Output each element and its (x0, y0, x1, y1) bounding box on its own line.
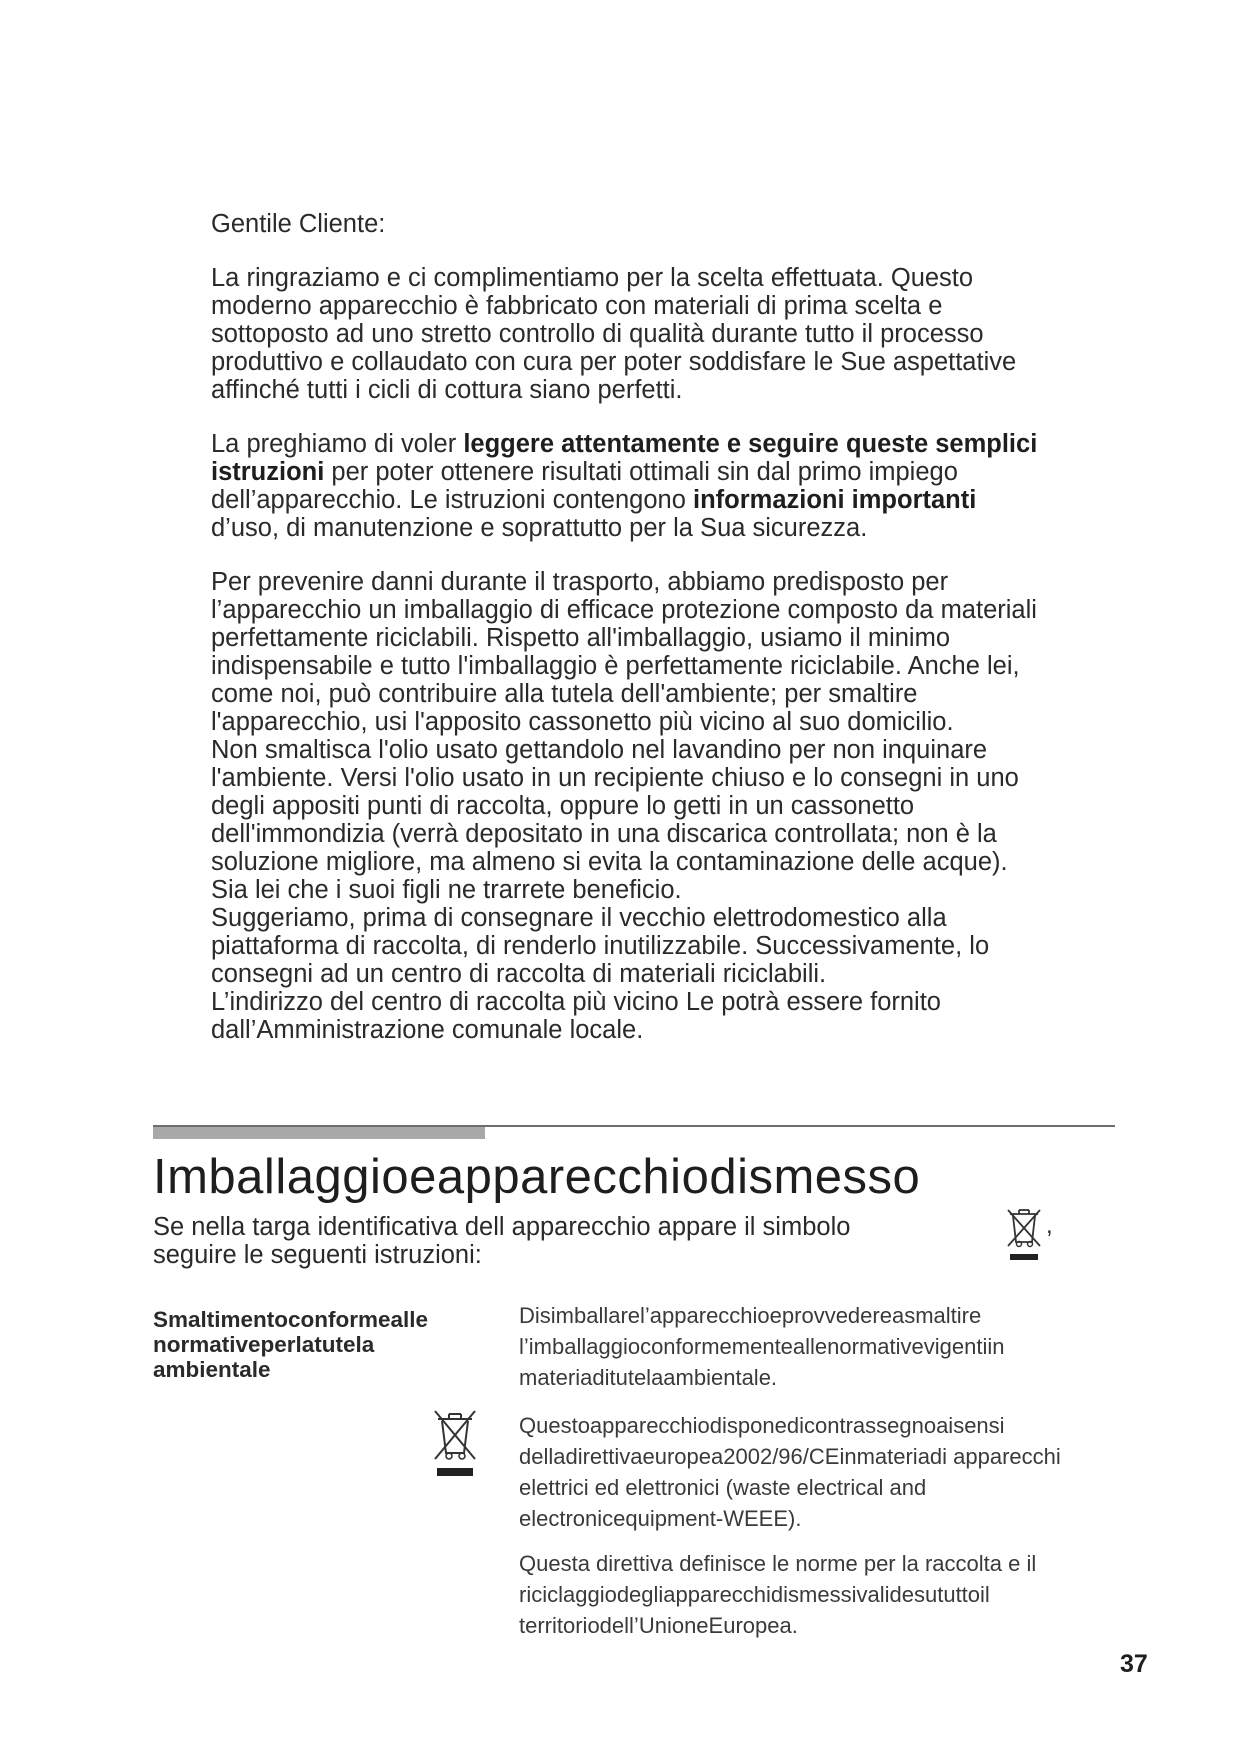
p2-text-c: d’uso, di manutenzione e soprattutto per la Sua sicurezza. (211, 514, 868, 542)
weee-crossed-bin-icon (430, 1405, 480, 1479)
body-text-3: Questa direttiva definisce le norme per la raccolta e il riciclaggiodegliapparecchidismessivalidesututtoil territoriodell’UnioneEuropea. (519, 1551, 1037, 1638)
side-title: Smaltimentoconformealle normativeperlatutela ambientale (153, 1307, 429, 1382)
intro-paragraph-5: Suggeriamo, prima di consegnare il vecchio elettrodomestico alla piattaforma di raccolta, di renderlo inutilizzabile. Successivamente, lo consegni ad un centro di raccolta di materiali riciclabili. (211, 904, 990, 988)
page-number: 37 (1120, 1650, 1148, 1678)
p2-bold-2: informazioni importanti (693, 486, 977, 514)
weee-crossed-bin-icon (1004, 1204, 1044, 1264)
intro-text (211, 210, 1041, 1044)
intro-paragraph-1: La ringraziamo e ci complimentiamo per la scelta effettuata. Questo moderno apparecchio è fabbricato con materiali di prima scelta e sottoposto ad uno stretto controllo di qualità durante tutto il processo produttivo e collaudato con cura per poter soddisfare le Sue aspettative affinché tutti i cicli di cottura siano perfetti. (211, 264, 1017, 404)
body-paragraph-1 (519, 1300, 1119, 1393)
intro-paragraph-6: L’indirizzo del centro di raccolta più vicino Le potrà essere fornito dall’Amministrazione comunale locale. (211, 988, 941, 1044)
p2-bold-1: leggere attentamente e seguire queste semplici istruzioni (211, 430, 1038, 486)
section-intro-line-1: Se nella targa identificativa dell apparecchio appare il simbolo (153, 1213, 851, 1241)
section-title: Imballaggioeapparecchiodismesso (153, 1150, 921, 1204)
comma: , (1046, 1212, 1053, 1239)
section-intro (153, 1213, 973, 1269)
intro-paragraph-2 (211, 430, 1041, 542)
p2-text-a: La preghiamo di voler (211, 430, 464, 458)
p2-text-b: per poter ottenere risultati ottimali sin dal primo impiego dell’apparecchio. Le istruzioni contengono (211, 458, 958, 514)
body-text-1: Disimballarel’apparecchioeprovvedereasmaltire l’imballaggioconformementeallenormativevigentiin materiaditutelaambientale. (519, 1303, 1005, 1390)
body-paragraph-3 (519, 1548, 1119, 1641)
greeting: Gentile Cliente: (211, 210, 386, 238)
intro-paragraph-3: Per prevenire danni durante il trasporto, abbiamo predisposto per l’apparecchio un imballaggio di efficace protezione composto da materiali perfettamente riciclabili. Rispetto all'imballaggio, usiamo il minimo indispensabile e tutto l'imballaggio è perfettamente riciclabile. Anche lei, come noi, può contribuire alla tutela dell'ambiente; per smaltire l'apparecchio, usi l'apposito cassonetto più vicino al suo domicilio. (211, 568, 1037, 736)
body-paragraph-2 (519, 1410, 1119, 1534)
body-text-2: Questoapparecchiodisponedicontrassegnoaisensi delladirettivaeuropea2002/96/CEinmateriadi apparecchi elettrici ed elettronici (waste electrical and electronicequipment-WEEE). (519, 1413, 1061, 1531)
section-divider-accent (153, 1127, 485, 1139)
section-intro-line-2: seguire le seguenti istruzioni: (153, 1241, 482, 1269)
intro-paragraph-4: Non smaltisca l'olio usato gettandolo nel lavandino per non inquinare l'ambiente. Versi l'olio usato in un recipiente chiuso e lo consegni in uno degli appositi punti di raccolta, oppure lo getti in un cassonetto dell'immondizia (verrà depositato in una discarica controllata; non è la soluzione migliore, ma almeno si evita la contaminazione delle acque). Sia lei che i suoi figli ne trarrete beneficio. (211, 736, 1019, 904)
